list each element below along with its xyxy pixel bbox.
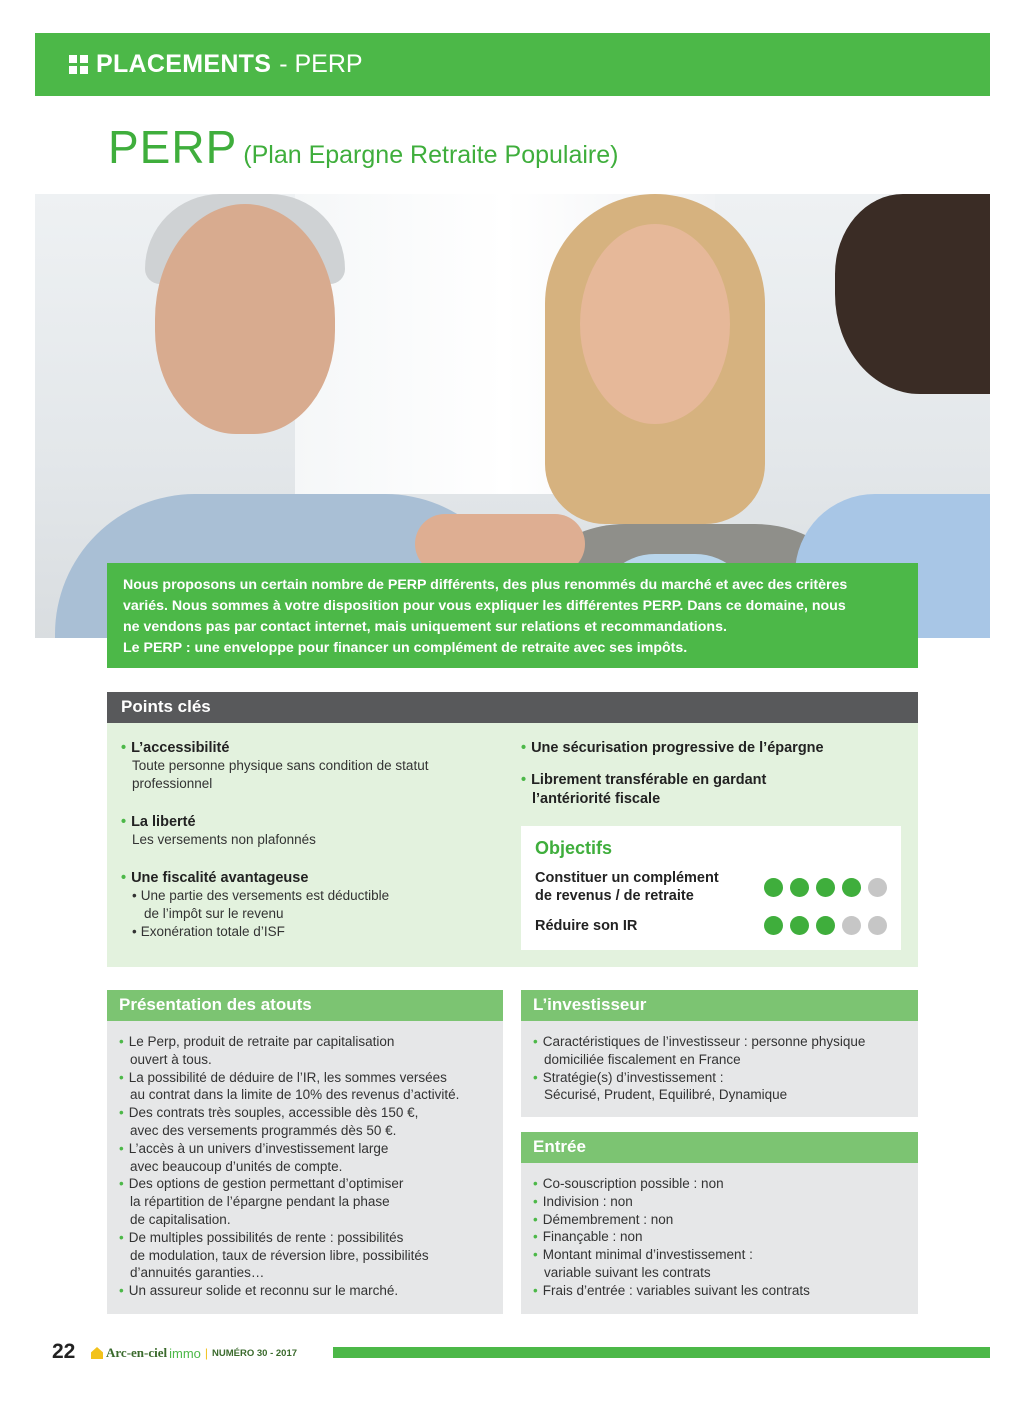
objectifs-box (521, 826, 901, 950)
list-item-text: Caractéristiques de l’investisseur : personne physique (542, 1034, 866, 1049)
list-item (533, 1246, 906, 1264)
objectifs-title: Objectifs (535, 838, 613, 858)
key-title: Une sécurisation progressive de l’épargne (531, 740, 824, 756)
page-number: 22 (52, 1340, 76, 1363)
bullet-icon: • (533, 1069, 538, 1085)
points-cles-panel (107, 723, 918, 967)
bullet-icon: • (533, 1176, 538, 1191)
list-item-text: Des options de gestion permettant d’optimiser (128, 1176, 404, 1192)
rating-dot-filled (764, 916, 783, 935)
points-cles-heading: Points clés (107, 692, 918, 723)
bullet-icon: • (119, 1229, 124, 1245)
list-item (119, 1193, 491, 1211)
list-item (119, 1264, 491, 1282)
section-title: PLACEMENTS (96, 50, 272, 78)
list-item (119, 1140, 491, 1158)
brand-name: Arc-en-ciel (106, 1345, 168, 1360)
investisseur-panel (521, 1021, 918, 1117)
objectif-row (535, 869, 887, 905)
list-item-text: au contrat dans la limite de 10% des revenus d’activité. (130, 1087, 460, 1103)
bullet-icon: • (533, 1193, 538, 1209)
list-item-text: domiciliée fiscalement en France (544, 1051, 741, 1067)
list-item (119, 1247, 491, 1265)
list-item (533, 1051, 906, 1069)
investisseur-heading: L’investisseur (521, 990, 918, 1021)
list-item (533, 1069, 906, 1087)
bullet-icon: • (119, 1283, 124, 1299)
bullet-icon: • (533, 1229, 538, 1245)
entree-heading: Entrée (521, 1132, 918, 1163)
key-title: Librement transférable en gardant (531, 772, 767, 788)
list-item-text: de modulation, taux de réversion libre, possibilités (130, 1247, 429, 1263)
list-item-text: de capitalisation. (130, 1211, 231, 1227)
rating-dots (764, 878, 887, 897)
rating-dot-empty (842, 916, 861, 935)
objectif-label: Constituer un complément (535, 870, 719, 886)
objectif-label: Réduire son IR (535, 917, 638, 934)
key-title: l’antériorité fiscale (532, 791, 661, 807)
objectif-row (535, 916, 887, 935)
list-item-text: variable suivant les contrats (544, 1264, 711, 1280)
page-title-subtitle: (Plan Epargne Retraite Populaire) (243, 141, 619, 169)
intro-line: variés. Nous sommes à votre disposition pour vous expliquer les différentes PERP. Dans ce domaine, nous (123, 598, 846, 614)
list-item-text: d’annuités garanties… (130, 1265, 265, 1281)
rating-dot-filled (790, 916, 809, 935)
key-item: • L’accessibilité Toute personne physique sans condition de statut professionnel (121, 739, 501, 793)
rating-dot-filled (790, 878, 809, 897)
list-item (119, 1229, 491, 1247)
list-item-text: Co-souscription possible : non (542, 1176, 724, 1191)
key-item: • Une sécurisation progressive de l’épargne (521, 740, 824, 756)
key-item: • La liberté Les versements non plafonnés (121, 813, 501, 849)
bullet-icon: • (533, 1034, 538, 1049)
list-item-text: ouvert à tous. (130, 1051, 212, 1067)
brand-suffix: immo (169, 1345, 201, 1361)
page-title (108, 120, 618, 174)
list-item-text: De multiples possibilités de rente : possibilités (128, 1229, 404, 1245)
key-desc: Les versements non plafonnés (132, 832, 316, 847)
list-item-text: Des contrats très souples, accessible dès 150 €, (128, 1105, 419, 1121)
list-item (119, 1104, 491, 1122)
list-item (533, 1264, 906, 1282)
rating-dot-filled (842, 878, 861, 897)
bullet-icon: • (119, 1034, 124, 1049)
grid-icon (69, 55, 88, 74)
intro-line: Nous proposons un certain nombre de PERP différents, des plus renommés du marché et avec des critères (123, 577, 848, 593)
key-sub: de l’impôt sur le revenu (144, 906, 284, 921)
rating-dot-empty (868, 916, 887, 935)
intro-line: ne vendons pas par contact internet, mais uniquement sur relations et recommandations. (123, 619, 727, 635)
key-item: • Une fiscalité avantageuse • Une partie des versements est déductible de l’impôt sur le revenu • Exonération totale d’ISF (121, 869, 501, 941)
key-title: Une fiscalité avantageuse (131, 870, 309, 886)
list-item (119, 1122, 491, 1140)
page-title-main: PERP (108, 121, 238, 173)
key-desc: professionnel (132, 776, 213, 791)
list-item-text: avec des versements programmés dès 50 €. (130, 1122, 397, 1138)
entree-panel (521, 1163, 918, 1314)
key-desc: Toute personne physique sans condition de statut (132, 758, 429, 773)
list-item (119, 1175, 491, 1193)
rating-dot-empty (868, 878, 887, 897)
list-item (533, 1175, 906, 1193)
list-item-text: avec beaucoup d’unités de compte. (130, 1158, 343, 1174)
list-item (119, 1051, 491, 1069)
points-cles-left (121, 739, 501, 961)
list-item (119, 1282, 491, 1300)
section-header (35, 33, 990, 96)
key-title: L’accessibilité (131, 740, 230, 756)
points-cles-right (521, 739, 911, 822)
list-item (119, 1158, 491, 1176)
atouts-panel (107, 1021, 503, 1314)
list-item (533, 1228, 906, 1246)
list-item (533, 1086, 906, 1104)
list-item (533, 1211, 906, 1229)
list-item-text: Frais d’entrée : variables suivant les contrats (542, 1282, 810, 1298)
list-item (119, 1211, 491, 1229)
list-item (119, 1033, 491, 1051)
rating-dot-filled (764, 878, 783, 897)
list-item (119, 1069, 491, 1087)
section-subtitle: - PERP (279, 50, 363, 78)
list-item-text: Un assureur solide et reconnu sur le marché. (128, 1283, 399, 1299)
bullet-icon: • (533, 1282, 538, 1298)
objectif-label: de revenus / de retraite (535, 888, 694, 904)
bullet-icon: • (533, 1247, 538, 1263)
list-item-text: la répartition de l’épargne pendant la phase (130, 1194, 390, 1210)
list-item-text: Stratégie(s) d’investissement : (542, 1069, 724, 1085)
intro-box (107, 563, 918, 668)
intro-line: Le PERP : une enveloppe pour financer un complément de retraite avec ses impôts. (123, 640, 688, 656)
rating-dot-filled (816, 878, 835, 897)
list-item (533, 1282, 906, 1300)
bullet-icon: • (119, 1140, 124, 1156)
house-icon (91, 1347, 103, 1359)
list-item-text: La possibilité de déduire de l’IR, les sommes versées (128, 1069, 447, 1085)
rating-dots (764, 916, 887, 935)
list-item-text: Sécurisé, Prudent, Equilibré, Dynamique (544, 1087, 788, 1103)
list-item-text: Montant minimal d’investissement : (542, 1247, 753, 1263)
issue-label: NUMÉRO 30 - 2017 (212, 1347, 298, 1359)
key-title: La liberté (131, 814, 196, 830)
list-item (119, 1086, 491, 1104)
list-item (533, 1193, 906, 1211)
list-item (533, 1033, 906, 1051)
key-sub: Exonération totale d’ISF (140, 924, 285, 939)
key-sub: Une partie des versements est déductible (140, 888, 390, 903)
list-item-text: Indivision : non (542, 1193, 633, 1209)
bullet-icon: • (119, 1176, 124, 1192)
list-item-text: Le Perp, produit de retraite par capitalisation (128, 1034, 395, 1049)
footer-bar (333, 1347, 990, 1358)
bullet-icon: • (119, 1105, 124, 1121)
rating-dot-filled (816, 916, 835, 935)
key-item: • Librement transférable en gardant l’antériorité fiscale (521, 771, 911, 809)
list-item-text: Finançable : non (542, 1229, 643, 1245)
atouts-heading: Présentation des atouts (107, 990, 503, 1021)
brand-logo: Arc-en-ciel immo | NUMÉRO 30 - 2017 (91, 1345, 297, 1361)
list-item-text: Démembrement : non (542, 1211, 674, 1227)
list-item-text: L’accès à un univers d’investissement large (128, 1140, 389, 1156)
bullet-icon: • (119, 1069, 124, 1085)
bullet-icon: • (533, 1211, 538, 1227)
